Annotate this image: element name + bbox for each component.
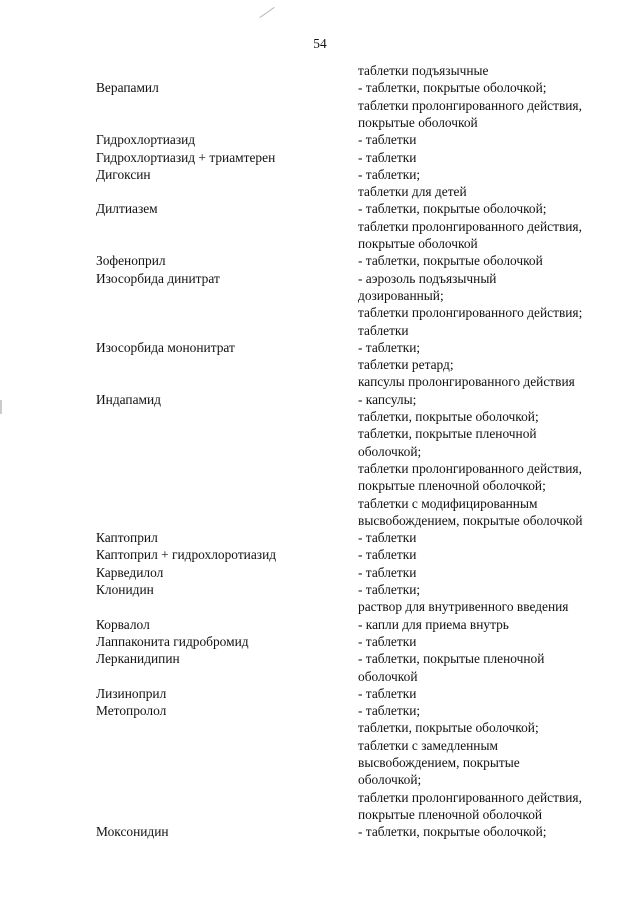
dosage-form: покрытые оболочкой <box>358 114 478 130</box>
dosage-form: таблетки <box>358 322 409 338</box>
drug-name: Метопролол <box>96 703 167 719</box>
drug-name: Гидрохлортиазид <box>96 132 196 148</box>
drug-name: Моксонидин <box>96 824 169 840</box>
dosage-form: таблетки пролонгированного действия, <box>358 789 582 805</box>
drug-name: Каптоприл + гидрохлоротиазид <box>96 547 277 563</box>
dosage-form: оболочкой; <box>358 772 422 788</box>
dosage-form: - таблетки; <box>358 703 421 719</box>
dosage-form: покрытые пленочной оболочкой; <box>358 478 546 494</box>
dosage-form: - таблетки, покрытые пленочной <box>358 651 545 667</box>
dosage-form: покрытые пленочной оболочкой <box>358 806 543 822</box>
dosage-form: - таблетки <box>358 564 417 580</box>
scan-edge-artifact <box>0 400 2 414</box>
drug-name: Верапамил <box>96 80 159 96</box>
dosage-form: таблетки подъязычные <box>358 63 489 78</box>
dosage-form: таблетки пролонгированного действия, <box>358 460 582 476</box>
dosage-form: - таблетки; <box>358 166 421 182</box>
dosage-form: - таблетки, покрытые оболочкой; <box>358 201 547 217</box>
dosage-form: таблетки ретард; <box>358 357 454 373</box>
drug-name: Дилтиазем <box>96 201 158 217</box>
dosage-form: - таблетки, покрытые оболочкой; <box>358 824 547 840</box>
dosage-form: таблетки, покрытые оболочкой; <box>358 409 539 424</box>
dosage-form: таблетки с модифицированным <box>358 495 538 511</box>
dosage-form: таблетки с замедленным <box>358 737 498 753</box>
drug-name: Индапамид <box>96 391 161 407</box>
drug-name: Гидрохлортиазид + триамтерен <box>96 149 276 165</box>
drug-name: Лаппаконита гидробромид <box>96 633 249 649</box>
dosage-form: высвобождением, покрытые <box>358 755 520 770</box>
drug-name: Клонидин <box>96 582 154 597</box>
drug-name: Карведилол <box>96 564 164 580</box>
drug-name: Лерканидипин <box>96 651 180 667</box>
dosage-form: таблетки, покрытые оболочкой; <box>358 720 539 736</box>
drug-name: Изосорбида мононитрат <box>96 339 235 355</box>
dosage-form: раствор для внутривенного введения <box>358 599 569 615</box>
dosage-form: - таблетки <box>358 633 417 649</box>
dosage-form: таблетки пролонгированного действия, <box>358 218 582 234</box>
dosage-form: оболочкой; <box>358 443 422 459</box>
dosage-form: - таблетки; <box>358 339 421 355</box>
dosage-form: капсулы пролонгированного действия <box>358 374 575 390</box>
dosage-form: оболочкой <box>358 668 418 684</box>
dosage-form: покрытые оболочкой <box>358 236 478 251</box>
dosage-form: - аэрозоль подъязычный <box>358 270 497 286</box>
dosage-form: таблетки для детей <box>358 184 467 200</box>
dosage-form: - таблетки; <box>358 582 421 597</box>
dosage-form: дозированный; <box>358 287 444 303</box>
scan-artifact <box>259 7 274 18</box>
dosage-form: - таблетки, покрытые оболочкой; <box>358 80 547 96</box>
drug-name: Лизиноприл <box>96 685 167 701</box>
dosage-form: - таблетки <box>358 132 417 148</box>
dosage-form: таблетки пролонгированного действия; <box>358 305 583 321</box>
dosage-form: высвобождением, покрытые оболочкой <box>358 512 583 528</box>
dosage-form: таблетки пролонгированного действия, <box>358 97 582 113</box>
dosage-form: - капсулы; <box>358 391 417 407</box>
dosage-form: - таблетки <box>358 149 417 165</box>
page-number: 54 <box>313 36 327 51</box>
drug-name: Корвалол <box>96 616 150 632</box>
drug-name: Изосорбида динитрат <box>96 270 220 286</box>
dosage-form: - таблетки <box>358 547 417 563</box>
drug-name: Зофеноприл <box>96 253 166 269</box>
drug-name: Каптоприл <box>96 530 158 546</box>
dosage-form: - капли для приема внутрь <box>358 616 509 632</box>
dosage-form: - таблетки <box>358 530 417 546</box>
dosage-form: - таблетки, покрытые оболочкой <box>358 253 543 269</box>
drug-name: Дигоксин <box>96 166 151 182</box>
dosage-form: - таблетки <box>358 685 417 701</box>
dosage-form: таблетки, покрытые пленочной <box>358 426 537 442</box>
